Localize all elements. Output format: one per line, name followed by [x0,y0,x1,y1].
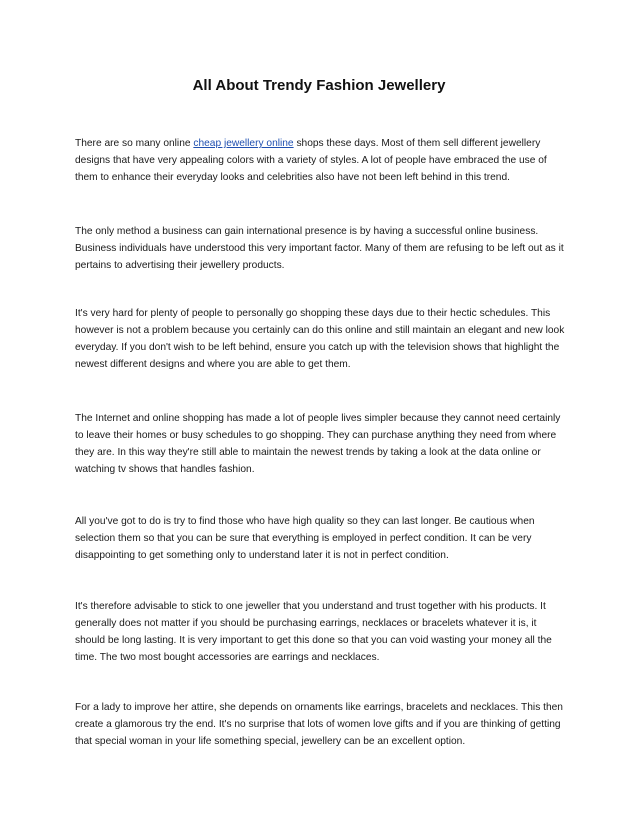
paragraph-6: It's therefore advisable to stick to one jeweller that you understand and trust together with his products. It generally does not matter if you should be purchasing earrings, necklaces or bracelets whatever it is, it should be long lasting. It is very important to get this done so that you can void wasting your money all the time. The two most bought accessories are earrings and necklaces. [75,601,552,663]
paragraph-1-text-start: There are so many online [75,138,194,149]
paragraph-1 [75,135,567,186]
paragraph-3: It's very hard for plenty of people to personally go shopping these days due to their hectic schedules. This however is not a problem because you certainly can do this online and still maintain an elegant and new look everyday. If you don't wish to be left behind, ensure you catch up with the television shows that highlight the newest different designs and where you are able to get them. [75,308,565,370]
paragraph-7: For a lady to improve her attire, she depends on ornaments like earrings, bracelets and necklaces. This then create a glamorous try the end. It's no surprise that lots of women love gifts and if you are thinking of getting that special woman in your life something special, jewellery can be an excellent option. [75,702,563,747]
paragraph-4: The Internet and online shopping has made a lot of people lives simpler because they cannot need certainly to leave their homes or busy schedules to go shopping. They can purchase anything they need from where they are. In this way they're still able to maintain the newest trends by taking a look at the data online or watching tv shows that handles fashion. [75,413,561,475]
paragraph-1-text-end: shops these days. Most of them sell different jewellery designs that have very appealing colors with a variety of styles. A lot of people have embraced the use of them to enhance their everyday looks and celebrities also have not been left behind in this trend. [75,138,547,183]
cheap-jewellery-online-link[interactable]: cheap jewellery online [193,138,294,149]
paragraph-5: All you've got to do is try to find those who have high quality so they can last longer. Be cautious when selection them so that you can be sure that everything is employed in perfect condition. It can be very disappointing to get something only to understand later it is not in perfect condition. [75,516,535,561]
page-title: All About Trendy Fashion Jewellery [192,77,446,94]
paragraph-2: The only method a business can gain international presence is by having a successful online business. Business individuals have understood this very important factor. Many of them are refusing to be left out as it pertains to advertising their jewellery products. [75,226,564,271]
